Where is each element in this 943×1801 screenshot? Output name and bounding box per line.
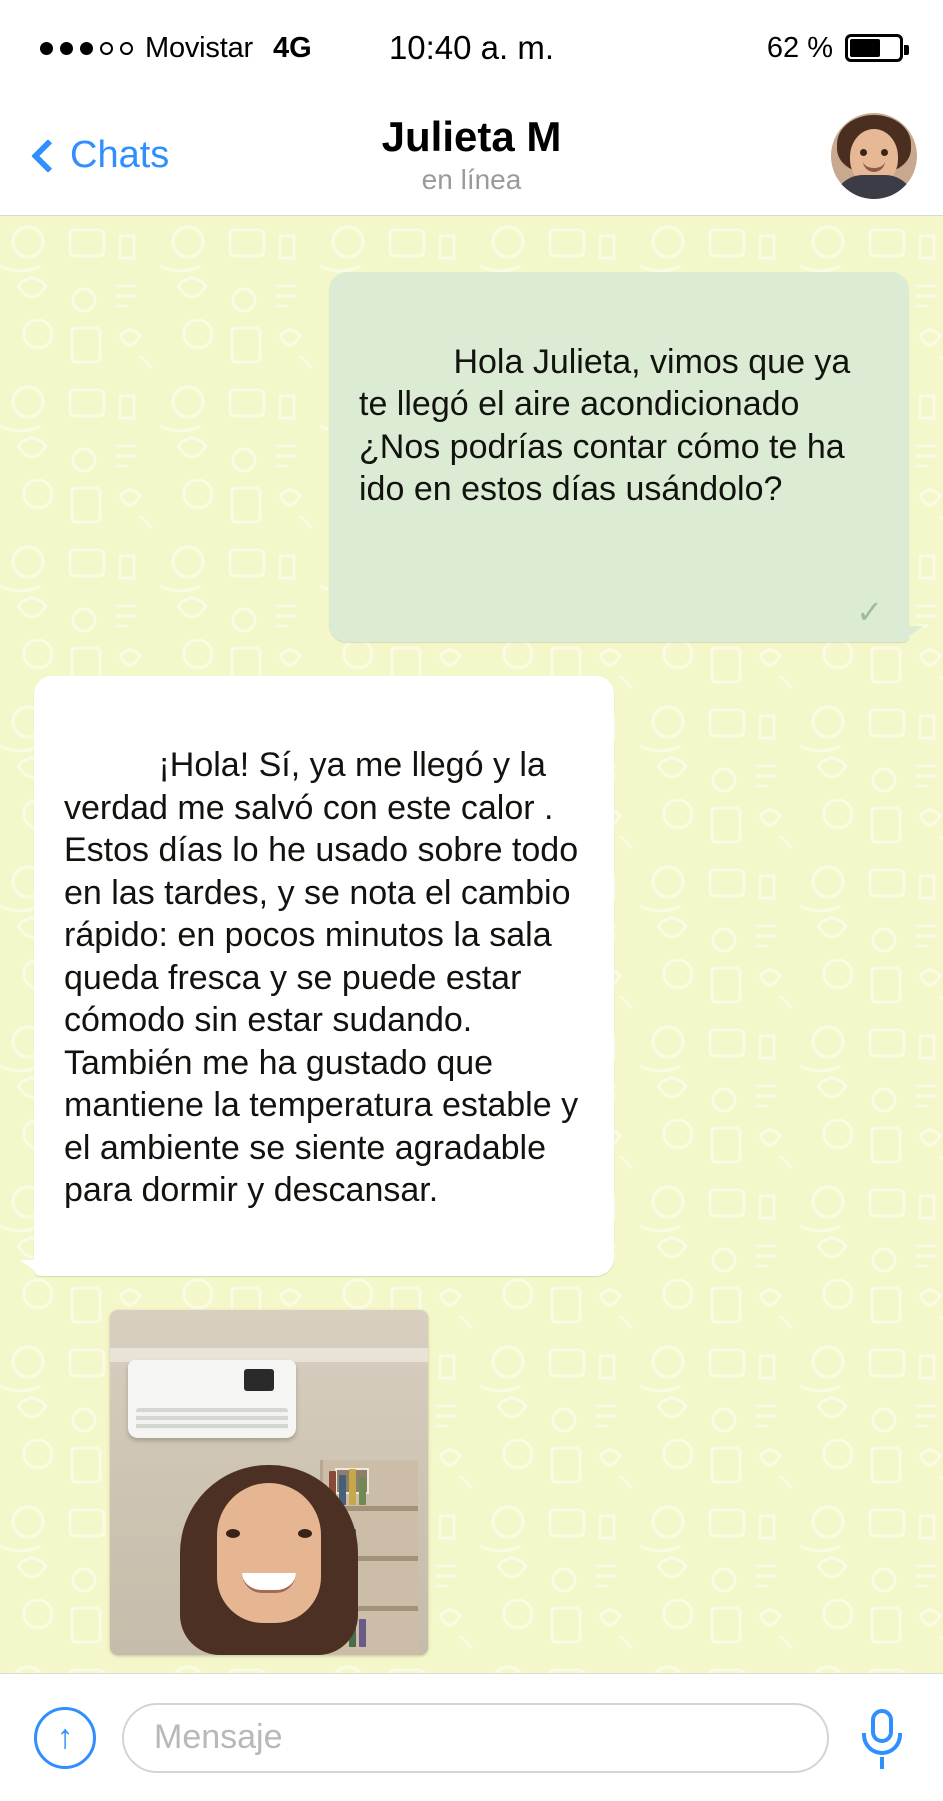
microphone-icon[interactable] [855,1707,909,1769]
carrier-label: Movistar [145,31,253,64]
status-bar-right [767,32,903,65]
signal-strength-icon [40,42,133,55]
air-conditioner-unit [128,1360,296,1438]
message-row [34,272,909,642]
chevron-left-icon [31,139,65,173]
avatar[interactable] [831,113,917,199]
clock-label: 10:40 a. m. [388,29,555,66]
incoming-message-bubble[interactable] [34,676,614,1277]
network-type-label: 4G [272,31,312,64]
message-text: ¡Hola! Sí, ya me llegó y la verdad me salvó con este calor . Estos días lo he usado sobre todo en las tardes, y se nota el cambio rápido: en pocos minutos la sala queda fresca y se puede estar cómodo sin estar sudando. También me ha gustado que mantiene la temperatura estable y el ambiente se siente agradable para dormir y descansar. [64,746,588,1209]
navigation-bar [0,96,943,216]
back-to-chats-button[interactable] [36,134,169,177]
message-status-icon: ✓ [856,593,883,630]
message-input[interactable] [122,1703,829,1773]
contact-presence-status: en línea [421,163,522,195]
person-in-photo [164,1465,374,1655]
attach-button[interactable] [34,1707,96,1769]
arrow-up-icon: ↑ [56,1718,74,1756]
message-row [34,676,909,1277]
message-input-placeholder: Mensaje [154,1718,283,1756]
message-row [34,1310,909,1655]
back-label: Chats [70,134,170,176]
battery-percent-label: 62 % [766,31,833,64]
status-bar [0,0,943,96]
message-list-inner [0,216,943,1673]
message-text: Hola Julieta, vimos que ya te llegó el aire acondicionado ¿Nos podrías contar cómo te ha ido en estos días usándolo? [359,342,860,508]
contact-header [200,115,743,195]
photo-message[interactable] [110,1310,428,1655]
message-input-bar [0,1673,943,1801]
status-bar-left [40,32,312,65]
contact-name: Julieta M [381,113,562,161]
message-list[interactable] [0,216,943,1673]
outgoing-message-bubble[interactable] [329,272,909,642]
battery-icon [845,34,903,62]
